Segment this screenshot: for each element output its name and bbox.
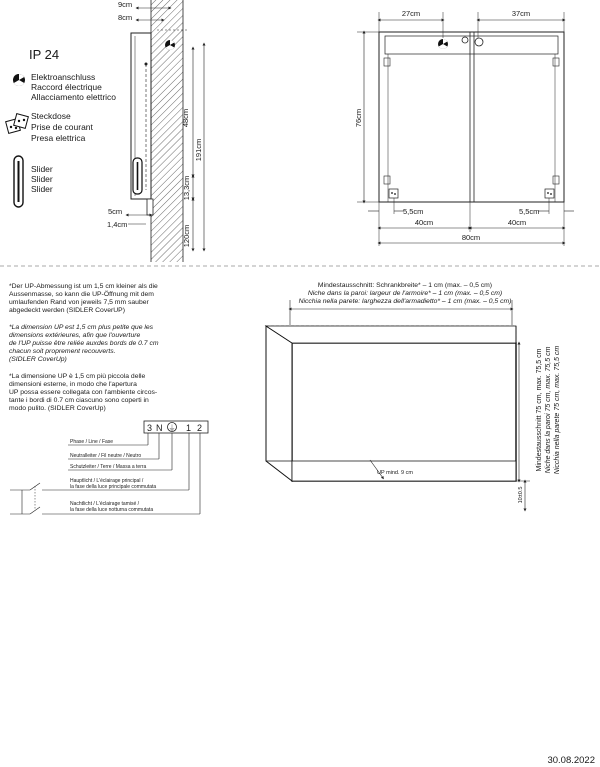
note-fr-5: (SIDLER CoverUp) [9,356,67,363]
wire-night-light-label-1: Nachtlicht / L'éclairage tamisé / [70,501,140,507]
dim-5-5cm-left: 5,5cm [403,207,424,216]
dim-40cm-right: 40cm [507,218,527,227]
niche-dim-10: 10±0.5 [518,486,524,504]
front-socket-right-icon [545,189,554,198]
terminal-1: 1 [186,423,192,433]
side-electric-connection-icon [165,40,175,50]
note-fr-1: *La dimension UP est 1,5 cm plus petite que les [9,324,154,331]
note-de-3: umlaufenden Rand von jeweils 7,5 mm sauber [9,299,149,306]
niche-side-de: Mindestausschnitt 75 cm, max. 75,5 cm [536,348,543,472]
dim-76cm: 76cm [354,108,363,128]
note-de-2: Aussenmasse, so kann die UP-Öffnung mit dem [9,291,154,298]
wiring-diagram [10,421,208,514]
socket-legend [6,111,94,143]
legend-slider-3: Slider [31,184,53,194]
cabinet-front [379,32,564,202]
dim-1-4cm: 1,4cm [107,220,128,229]
terminal-2: 2 [197,423,203,433]
protection-class: IP 24 [29,47,60,62]
dim-27cm: 27cm [401,9,421,18]
notes-block [9,283,159,412]
dim-13-3cm: 13,3cm [182,175,191,201]
electric-connection-legend [13,72,116,102]
note-fr-2: dimensions extérieures, afin que l'ouverture [9,332,141,339]
niche-title-fr: Niche dans la paroi: largeur de l'armoire* – 1 cm (max. – 0,5 cm) [307,290,503,297]
wire-earth-label: Schutzleiter / Terre / Massa a terra [70,464,147,470]
niche-side-fr: Niche dans la paroi 75 cm, max. 75,5 cm [545,346,552,474]
wire-neutral-label: Neutralleiter / Fil neutre / Neutro [70,453,142,459]
slider-legend [14,156,53,207]
dim-120cm: 120cm [182,224,191,248]
note-it-2: dimensioni esterne, in modo che l'apertura [9,381,137,388]
wire-main-light-label-2: la fase della luce principale commutata [70,484,157,490]
dim-8cm: 8cm [118,13,133,22]
wall-section [151,0,183,262]
legend-slider-1: Slider [31,164,53,174]
slider-icon [14,156,23,207]
legend-socket-fr: Prise de courant [31,122,93,132]
side-view-drawing [131,0,189,262]
front-view-drawing [379,32,564,202]
niche-opening [292,343,516,481]
note-it-4: tante i bordi di 0.7 cm ciascuno sono coperti in [9,397,149,404]
niche-title-it: Nicchia nella parete: larghezza dell'armadietto* – 1 cm (max. – 0,5 cm) [298,298,512,305]
niche-diagram [266,282,561,510]
niche-title-de: Mindestausschnitt: Schrankbreite* – 1 cm (max. – 0,5 cm) [317,282,493,289]
switch-symbols [10,483,60,514]
legend-slider-2: Slider [31,174,53,184]
dim-40cm-left: 40cm [414,218,434,227]
note-fr-3: de l'UP puisse être reliée auxdes bords de 0.7 cm [9,340,159,347]
note-it-5: modo pulito. (SIDLER CoverUp) [9,405,106,412]
note-it-1: *La dimensione UP è 1,5 cm più piccola delle [9,373,146,380]
dim-48cm: 48cm [181,108,190,128]
wire-main-light-label-1: Hauptlicht / L'éclairage principal / [70,478,144,484]
niche-side-it: Nicchia nella parete 75 cm, max. 75,5 cm [554,345,561,475]
terminal-3: 3 [147,423,153,433]
wire-phase-label: Phase / Line / Fase [70,439,114,445]
niche-depth-left [266,326,292,481]
note-de-1: *Der UP-Abmessung ist um 1,5 cm kleiner als die [9,283,158,290]
niche-up-min: UP mind. 9 cm [377,470,413,476]
dim-80cm: 80cm [461,233,481,242]
legend-socket-de: Steckdose [31,111,71,121]
terminal-n: N [156,423,163,433]
legend-electric-it: Allacciamento elettrico [31,92,117,102]
front-socket-left-icon [389,189,398,198]
dim-9cm: 9cm [118,0,133,9]
electric-connection-icon [13,74,25,86]
dim-37cm: 37cm [511,9,531,18]
legend-electric-de: Elektroanschluss [31,72,96,82]
note-it-3: UP possa essere collegata con l'ambiente circos- [9,389,158,396]
note-de-4: abgedeckt werden (SIDLER CoverUP) [9,307,125,314]
front-electric-connection-icon [438,39,448,49]
dim-5-5cm-right: 5,5cm [519,207,540,216]
terminal-earth: ⏚ [168,425,176,432]
wire-night-light-label-2: la fase della luce notturna commutata [70,507,154,513]
niche-depth-top [266,326,516,343]
dim-5cm: 5cm [108,207,123,216]
drawing-date: 30.08.2022 [547,755,595,766]
socket-icon [6,114,29,134]
dim-191cm: 191cm [194,138,203,162]
legend-electric-fr: Raccord électrique [31,82,102,92]
legend-socket-it: Presa elettrica [31,133,86,143]
note-fr-4: chacun soit proprement recouverts. [9,348,116,355]
